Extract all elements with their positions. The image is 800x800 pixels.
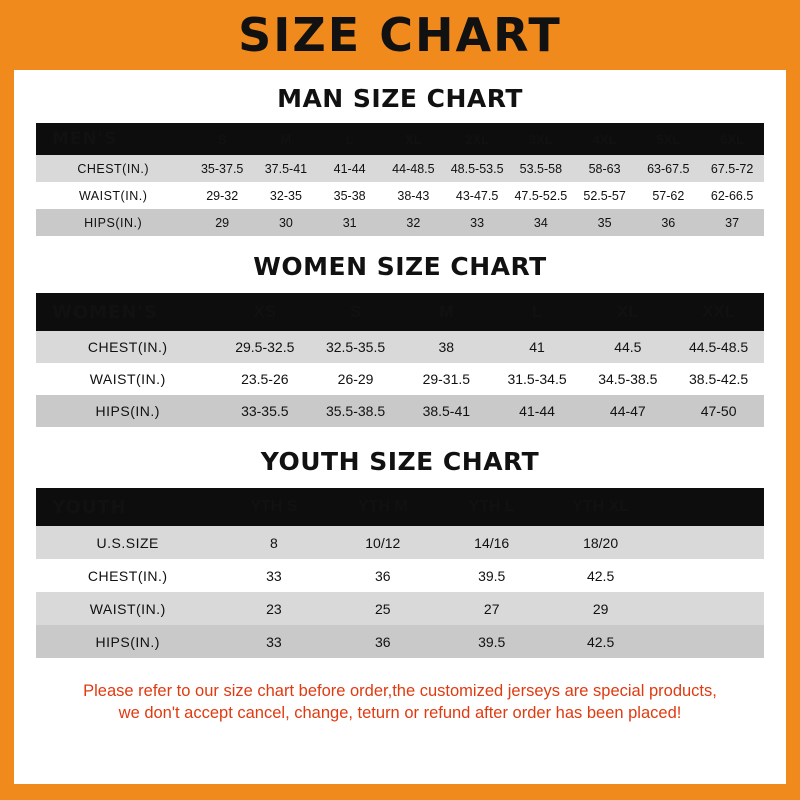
- youth-col-s: YTH S: [250, 498, 298, 515]
- cell: [655, 559, 764, 592]
- cell: 35-38: [333, 188, 366, 203]
- table-row: [36, 331, 764, 363]
- women-row-header-label: WOMEN'S: [52, 301, 158, 323]
- table-row: [36, 592, 764, 625]
- man-table-body: [36, 155, 764, 236]
- women-table-head: [36, 293, 764, 331]
- bottom-bar: [14, 784, 786, 800]
- cell: 34: [533, 215, 548, 230]
- cell: 43-47.5: [455, 188, 499, 203]
- cell: 26-29: [337, 371, 374, 387]
- cell: 18/20: [583, 534, 619, 551]
- table-row: [36, 209, 764, 236]
- youth-table-head: [36, 488, 764, 526]
- cell: 57-62: [652, 188, 685, 203]
- cell: 31.5-34.5: [507, 371, 567, 387]
- table-row: [36, 395, 764, 427]
- youth-row-label-chest: CHEST(IN.): [87, 567, 168, 584]
- cell: 63-67.5: [647, 161, 690, 176]
- section-title-youth: YOUTH SIZE CHART: [260, 447, 540, 476]
- cell: 44.5-48.5: [689, 339, 749, 355]
- cell: 33: [266, 633, 282, 650]
- cell: 36: [375, 633, 391, 650]
- cell: 35: [597, 215, 612, 230]
- table-header-row: [36, 293, 764, 331]
- cell: 39.5: [478, 567, 506, 584]
- cell: 37: [725, 215, 740, 230]
- man-col-m: M: [280, 131, 292, 147]
- youth-row-label-ussize: U.S.SIZE: [96, 534, 159, 551]
- youth-col-m: YTH M: [357, 498, 408, 515]
- cell: 23: [266, 600, 282, 617]
- man-col-5xl: 5XL: [656, 131, 681, 147]
- cell: 23.5-26: [241, 371, 289, 387]
- cell: 34.5-38.5: [598, 371, 658, 387]
- man-col-4xl: 4XL: [592, 131, 617, 147]
- cell: 30: [278, 215, 293, 230]
- man-col-xl: XL: [405, 131, 422, 147]
- cell: 58-63: [588, 161, 621, 176]
- man-row-header-label: MEN'S: [52, 129, 118, 149]
- content: [14, 70, 786, 784]
- cell: 29.5-32.5: [235, 339, 295, 355]
- cell: 32-35: [269, 188, 302, 203]
- cell: 36: [375, 567, 391, 584]
- cell: 33: [470, 215, 485, 230]
- cell: 27: [483, 600, 500, 617]
- women-col-xl: XL: [616, 302, 639, 321]
- cell: 44-48.5: [392, 161, 435, 176]
- table-row: [36, 559, 764, 592]
- women-table-body: [36, 331, 764, 427]
- youth-col-empty: [655, 488, 764, 526]
- cell: 52.5-57: [583, 188, 626, 203]
- table-row: [36, 155, 764, 182]
- cell: 41: [529, 339, 545, 355]
- table-row: [36, 182, 764, 209]
- man-col-3xl: 3XL: [528, 131, 553, 147]
- women-col-m: M: [439, 302, 454, 321]
- man-col-s: S: [217, 131, 227, 147]
- man-table-head: [36, 123, 764, 155]
- cell: 62-66.5: [710, 188, 754, 203]
- cell: 39.5: [478, 633, 506, 650]
- cell: 38.5-41: [422, 403, 471, 419]
- footer-note-line-1: Please refer to our size chart before order,the customized jerseys are special products,: [83, 682, 717, 700]
- women-row-label-chest: CHEST(IN.): [87, 339, 168, 355]
- cell: 10/12: [365, 534, 401, 551]
- women-col-s: S: [349, 302, 362, 321]
- cell: 44-47: [609, 403, 646, 419]
- cell: 32: [406, 215, 421, 230]
- table-row: [36, 625, 764, 658]
- women-row-label-hips: HIPS(IN.): [95, 403, 160, 419]
- page-title: SIZE CHART: [238, 8, 562, 62]
- footer-note-line-2: we don't accept cancel, change, teturn or refund after order has been placed!: [118, 704, 682, 723]
- man-col-l: L: [345, 131, 354, 147]
- youth-row-label-hips: HIPS(IN.): [95, 633, 160, 650]
- section-title-women: WOMEN SIZE CHART: [253, 252, 547, 281]
- man-row-label-waist: WAIST(IN.): [78, 188, 148, 203]
- table-header-row: [36, 123, 764, 155]
- cell: 42.5: [586, 633, 615, 650]
- man-row-label-chest: CHEST(IN.): [77, 161, 149, 176]
- cell: 32.5-35.5: [325, 339, 386, 355]
- women-col-xs: XS: [253, 302, 277, 321]
- banner: [14, 0, 786, 70]
- cell: 41-44: [333, 161, 366, 176]
- youth-table-body: [36, 526, 764, 658]
- women-size-table: [36, 293, 764, 427]
- cell: 47-50: [700, 403, 737, 419]
- section-title-man: MAN SIZE CHART: [277, 84, 523, 113]
- cell: 25: [375, 600, 391, 617]
- cell: [655, 526, 764, 559]
- cell: 29: [592, 600, 609, 617]
- youth-col-l: YTH L: [468, 498, 515, 515]
- cell: 38: [438, 339, 455, 355]
- table-header-row: [36, 488, 764, 526]
- man-row-label-hips: HIPS(IN.): [84, 215, 143, 230]
- cell: 33-35.5: [241, 403, 289, 419]
- cell: 35.5-38.5: [325, 403, 386, 419]
- cell: 14/16: [474, 534, 510, 551]
- cell: 31: [342, 215, 357, 230]
- youth-row-label-waist: WAIST(IN.): [89, 600, 166, 617]
- cell: 29: [215, 215, 230, 230]
- table-row: [36, 526, 764, 559]
- cell: 47.5-52.5: [514, 188, 568, 203]
- footer-note: [36, 672, 764, 725]
- cell: [655, 592, 764, 625]
- man-col-6xl: 6XL: [720, 131, 745, 147]
- cell: 8: [269, 534, 278, 551]
- cell: 48.5-53.5: [450, 161, 504, 176]
- women-col-xxl: XXL: [702, 302, 736, 321]
- cell: 29-31.5: [422, 371, 471, 387]
- youth-size-table: [36, 488, 764, 658]
- cell: 42.5: [586, 567, 615, 584]
- cell: 33: [266, 567, 282, 584]
- women-row-label-waist: WAIST(IN.): [89, 371, 166, 387]
- man-size-table: [36, 123, 764, 236]
- cell: 29-32: [206, 188, 239, 203]
- cell: 38.5-42.5: [689, 371, 749, 387]
- cell: 37.5-41: [264, 161, 308, 176]
- youth-col-xl: YTH XL: [572, 498, 630, 515]
- cell: 35-37.5: [200, 161, 244, 176]
- cell: 53.5-58: [519, 161, 563, 176]
- cell: 38-43: [397, 188, 430, 203]
- cell: 44.5: [614, 339, 642, 355]
- man-col-2xl: 2XL: [465, 131, 490, 147]
- cell: [655, 625, 764, 658]
- table-row: [36, 363, 764, 395]
- youth-row-header-label: YOUTH: [52, 496, 127, 518]
- cell: 67.5-72: [710, 161, 754, 176]
- women-col-l: L: [531, 302, 543, 321]
- cell: 41-44: [519, 403, 555, 419]
- cell: 36: [661, 215, 676, 230]
